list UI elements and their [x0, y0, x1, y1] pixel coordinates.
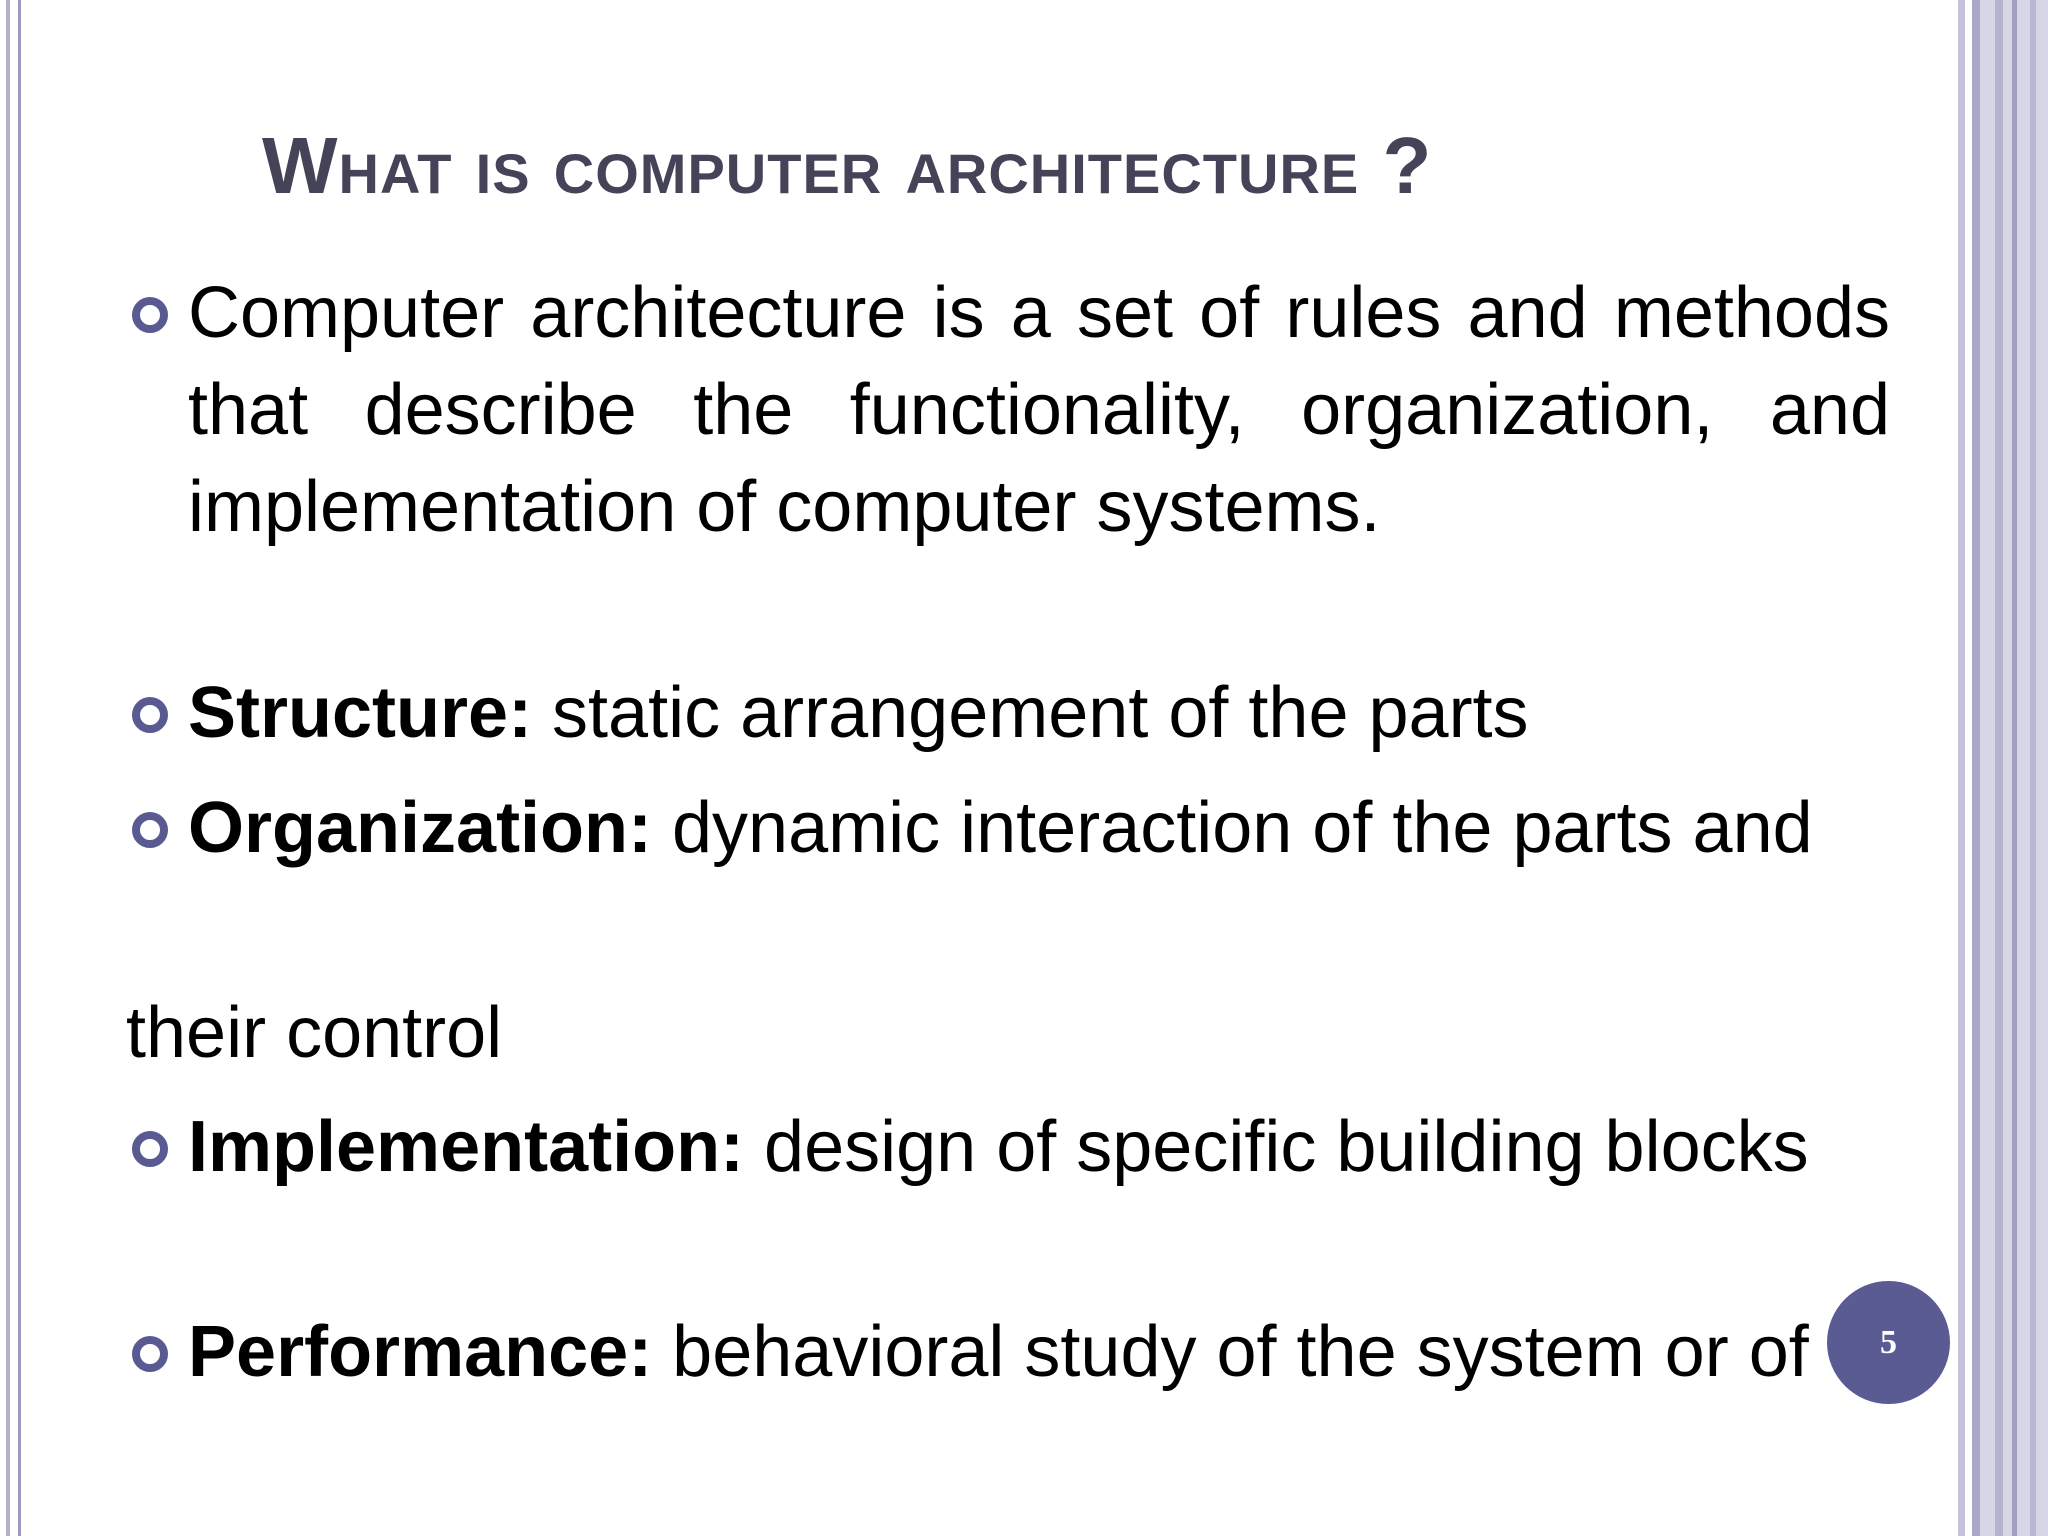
bullet-circle-icon	[132, 297, 168, 333]
bullet-circle-icon	[132, 1336, 168, 1372]
bullet-structure	[188, 665, 1890, 762]
bullet-performance	[188, 1304, 1828, 1401]
bullet-term: Performance:	[188, 1312, 653, 1392]
organization-continuation: their control	[126, 993, 503, 1073]
bullet-text: behavioral study of the system or of	[652, 1312, 1809, 1392]
right-border-line	[1958, 0, 1965, 1536]
bullet-term: Structure:	[188, 673, 533, 753]
page-number-badge: 5	[1827, 1281, 1950, 1404]
slide-title: What is computer architecture ?	[262, 121, 1433, 210]
right-band-stripe	[2030, 0, 2036, 1536]
left-border-line	[6, 0, 10, 1536]
left-border-line	[18, 0, 21, 1536]
bullet-organization	[188, 780, 1888, 877]
bullet-term: Implementation:	[188, 1107, 745, 1187]
right-border-line	[1972, 0, 1980, 1536]
bullet-text: dynamic interaction of the parts and	[652, 788, 1813, 868]
right-band-stripe	[2012, 0, 2017, 1536]
bullet-term: Organization:	[188, 788, 652, 868]
bullet-circle-icon	[132, 1131, 168, 1167]
bullet-definition	[188, 265, 1890, 556]
bullet-circle-icon	[132, 812, 168, 848]
right-band-stripe	[1995, 0, 2003, 1536]
bullet-text: design of specific building blocks	[744, 1107, 1809, 1187]
bullet-circle-icon	[132, 697, 168, 733]
bullet-text: static arrangement of the parts	[532, 673, 1529, 753]
bullet-text: Computer architecture is a set of rules and methods that describe the functionality, organization, and implementation of computer systems.	[188, 273, 1890, 547]
bullet-implementation	[188, 1099, 1890, 1196]
